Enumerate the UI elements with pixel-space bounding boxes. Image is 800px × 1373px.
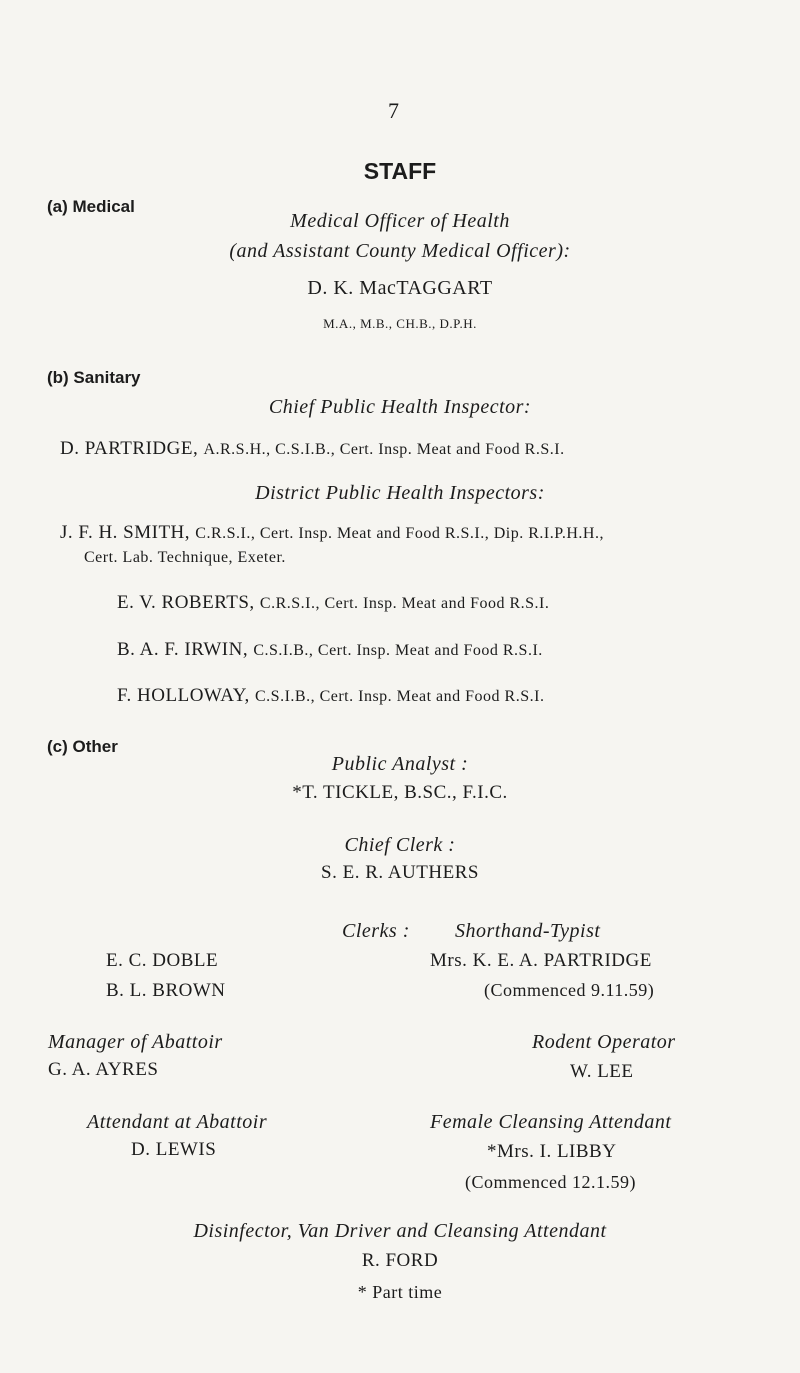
- section-heading-medical: (a) Medical: [47, 197, 135, 216]
- public-analyst-name: *T. TICKLE, B.SC., F.I.C.: [292, 782, 508, 803]
- clerk-name: B. L. BROWN: [106, 980, 226, 1001]
- medical-officer-quals: M.A., M.B., CH.B., D.P.H.: [323, 316, 477, 331]
- medical-role-line2: (and Assistant County Medical Officer):: [229, 240, 571, 262]
- female-attendant-name: *Mrs. I. LIBBY: [487, 1141, 617, 1162]
- page-number: 7: [388, 98, 399, 123]
- chief-clerk-name: S. E. R. AUTHERS: [321, 862, 479, 883]
- inspector-quals: C.R.S.I., Cert. Insp. Meat and Food R.S.I.: [259, 595, 550, 612]
- footnote: * Part time: [357, 1282, 443, 1302]
- inspector-name: B. A. F. IRWIN,: [117, 639, 249, 660]
- inspector-name: E. V. ROBERTS,: [117, 592, 255, 613]
- medical-role-line1: Medical Officer of Health: [290, 210, 510, 232]
- typist-note: (Commenced 9.11.59): [484, 980, 655, 1000]
- clerks-role: Clerks :: [342, 920, 410, 942]
- public-analyst-role: Public Analyst :: [331, 753, 469, 775]
- clerk-name: E. C. DOBLE: [106, 950, 219, 971]
- inspector-holloway: [117, 685, 544, 707]
- female-attendant-note: (Commenced 12.1.59): [465, 1172, 636, 1192]
- chief-inspector-quals: A.R.S.H., C.S.I.B., Cert. Insp. Meat and Food R.S.I.: [203, 441, 565, 458]
- abattoir-attendant-name: D. LEWIS: [131, 1139, 217, 1160]
- inspector-smith-quals2: Cert. Lab. Technique, Exeter.: [84, 549, 286, 566]
- inspector-roberts: [117, 592, 549, 614]
- inspector-quals: C.R.S.I., Cert. Insp. Meat and Food R.S.I., Dip. R.I.P.H.H.,: [195, 525, 604, 542]
- inspector-name: J. F. H. SMITH,: [60, 522, 191, 543]
- disinfector-role: Disinfector, Van Driver and Cleansing Attendant: [193, 1220, 607, 1242]
- section-heading-other: (c) Other: [47, 737, 118, 756]
- abattoir-attendant-role: Attendant at Abattoir: [87, 1111, 268, 1133]
- abattoir-manager-name: G. A. AYRES: [48, 1059, 159, 1080]
- district-inspectors-role: District Public Health Inspectors:: [255, 482, 545, 504]
- abattoir-manager-role: Manager of Abattoir: [48, 1031, 223, 1053]
- typist-role: Shorthand-Typist: [455, 920, 601, 942]
- typist-name: Mrs. K. E. A. PARTRIDGE: [430, 950, 652, 971]
- chief-inspector-role: Chief Public Health Inspector:: [268, 396, 532, 418]
- inspector-quals: C.S.I.B., Cert. Insp. Meat and Food R.S.I.: [255, 688, 545, 705]
- inspector-smith: [60, 522, 604, 544]
- inspector-quals: C.S.I.B., Cert. Insp. Meat and Food R.S.I.: [253, 642, 543, 659]
- rodent-operator-role: Rodent Operator: [532, 1031, 676, 1053]
- inspector-irwin: [117, 639, 543, 661]
- disinfector-name: R. FORD: [361, 1250, 439, 1271]
- chief-inspector-line: [60, 438, 565, 460]
- page-title: STAFF: [363, 158, 437, 184]
- rodent-operator-name: W. LEE: [570, 1061, 634, 1082]
- section-heading-sanitary: (b) Sanitary: [47, 368, 141, 387]
- medical-officer-name: D. K. MacTAGGART: [307, 277, 493, 299]
- female-attendant-role: Female Cleansing Attendant: [430, 1111, 672, 1133]
- chief-clerk-role: Chief Clerk :: [344, 834, 456, 856]
- chief-inspector-name: D. PARTRIDGE,: [60, 438, 199, 459]
- inspector-name: F. HOLLOWAY,: [117, 685, 250, 706]
